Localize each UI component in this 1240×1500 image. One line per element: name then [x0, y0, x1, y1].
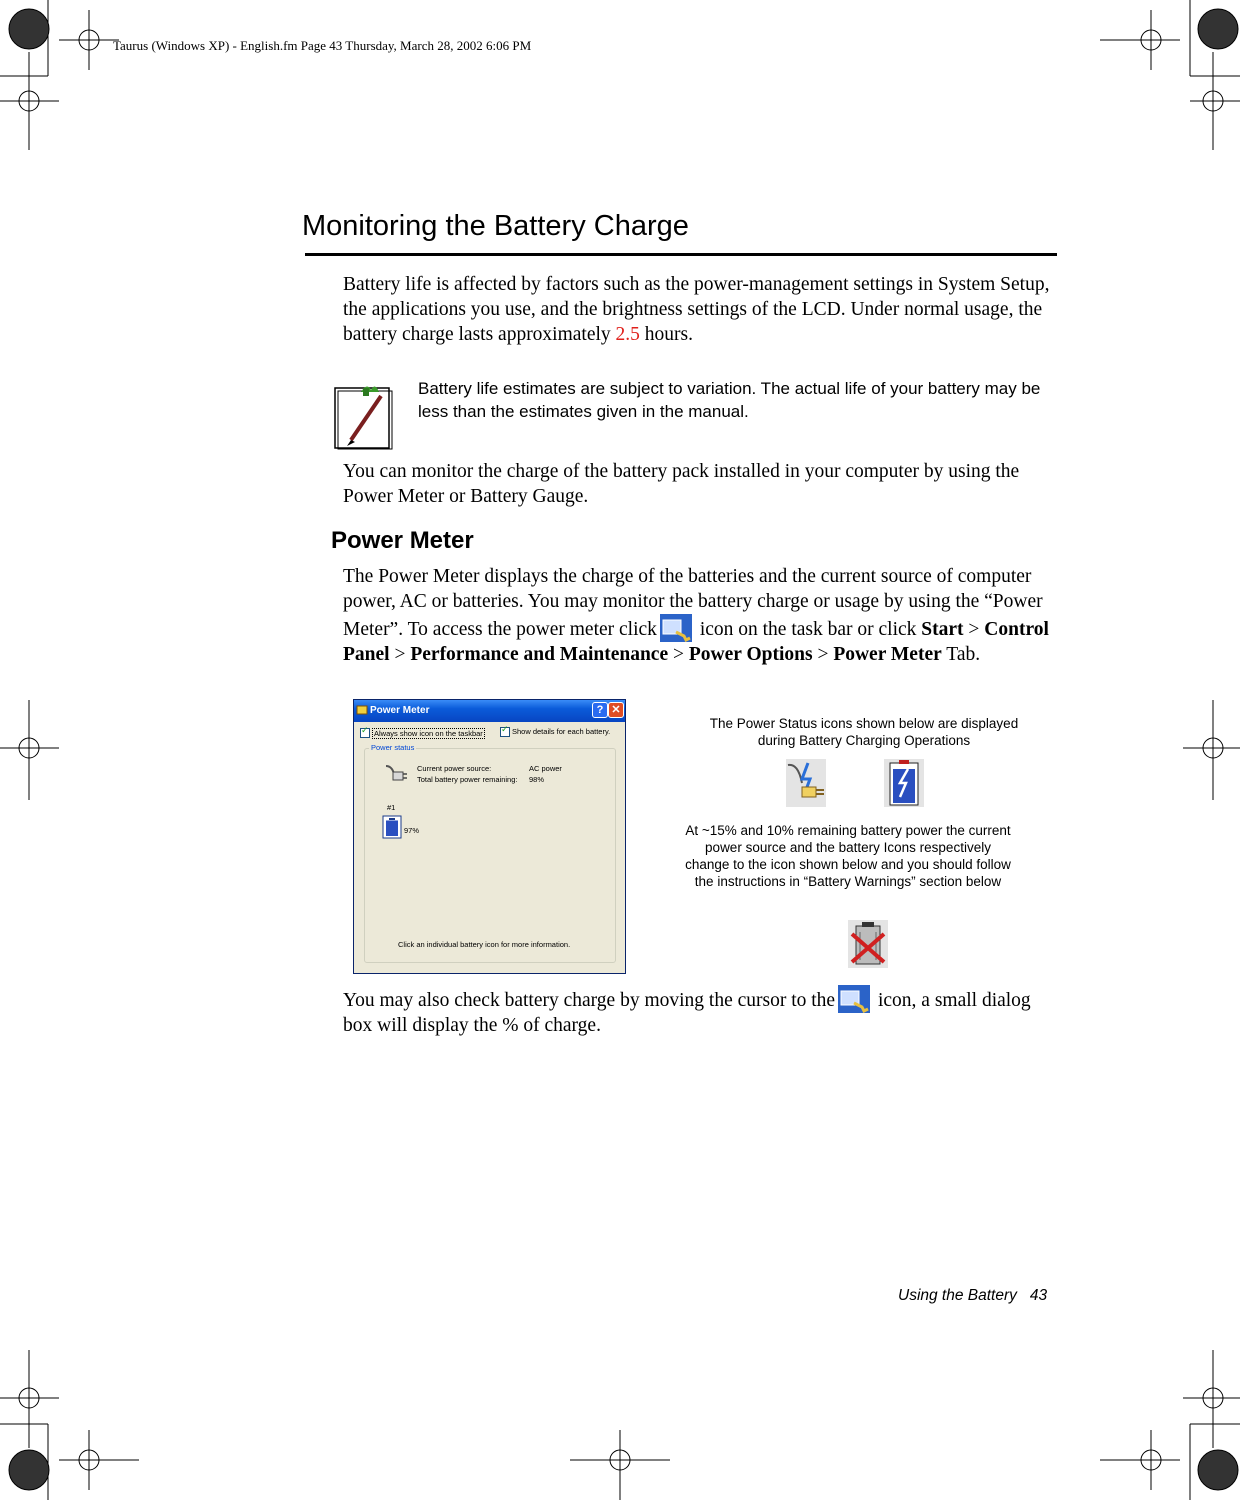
control-panel-ref: Control Panel [343, 619, 1049, 665]
charging-caption: The Power Status icons shown below are displayed during Battery Charging Operations [709, 716, 1019, 748]
power-meter-dialog [353, 699, 626, 974]
help-button[interactable]: ? [592, 702, 608, 718]
low-battery-caption: At ~15% and 10% remaining battery power the current power source and the battery Icons respectively change to the icon shown below and you should follow the instructions in “Battery Warnings” section below [685, 823, 1011, 889]
battery-number: #1 [387, 803, 396, 812]
power-options-ref: Power Options [688, 644, 813, 665]
battery-1-icon[interactable] [382, 815, 402, 839]
ac-plug-icon [384, 762, 408, 786]
power-meter-heading: Power Meter [331, 527, 474, 554]
separator: > [668, 644, 689, 665]
note-pencil-icon [333, 378, 395, 450]
close-button[interactable]: ✕ [608, 702, 624, 718]
intro-text-end: hours. [639, 324, 694, 345]
pm-text-mid: icon on the task bar or click [694, 619, 922, 640]
battery-1-percent: 97% [404, 826, 420, 835]
dialog-title: Power Meter [370, 705, 430, 716]
power-meter-taskbar-icon[interactable] [838, 985, 870, 1013]
performance-maintenance-ref: Performance and Maintenance [410, 644, 669, 665]
show-details-checkbox[interactable] [500, 727, 510, 737]
power-meter-tab-ref: Power Meter [833, 644, 942, 665]
start-menu-ref: Start [921, 619, 964, 640]
hover-paragraph [343, 985, 1059, 1038]
show-details-label[interactable]: Show details for each battery. [512, 727, 611, 736]
section-title: Monitoring the Battery Charge [302, 210, 689, 242]
charging-battery-icon [884, 759, 924, 807]
battery-app-icon [356, 704, 368, 716]
dialog-titlebar [354, 700, 625, 722]
page-number: 43 [1029, 1287, 1048, 1304]
monitor-paragraph: You can monitor the charge of the battery pack installed in your computer by using the Power Meter or Battery Gauge. [343, 461, 1020, 507]
separator: > [963, 619, 985, 640]
hover-text-end: icon, a small dialog box will display the % of charge. [343, 990, 1031, 1036]
file-info-header: Taurus (Windows XP) - English.fm Page 43 Thursday, March 28, 2002 6:06 PM [113, 38, 532, 53]
current-source-label: Current power source: [417, 764, 492, 773]
charging-plug-icon [786, 759, 826, 807]
footer-section-label: Using the Battery [898, 1287, 1017, 1304]
intro-paragraph [343, 272, 1059, 347]
always-show-checkbox[interactable] [360, 728, 370, 738]
battery-hours: 2.5 [615, 324, 640, 345]
hover-text-start: You may also check battery charge by moving the cursor to the [343, 990, 836, 1011]
intro-text: Battery life is affected by factors such as the power-management settings in System Setup, the applications you use, and the brightness settings of the LCD. Under normal usage, the battery charge lasts approximately [343, 274, 1050, 345]
power-meter-paragraph [343, 564, 1059, 667]
note-text: Battery life estimates are subject to variation. The actual life of your battery may be less than the estimates given in the manual. [418, 379, 1041, 421]
page-footer [898, 1287, 1047, 1305]
tab-suffix: Tab. [941, 644, 981, 665]
separator: > [812, 644, 834, 665]
dialog-footer-hint: Click an individual battery icon for more information. [398, 940, 571, 949]
pm-text-start: The Power Meter displays the charge of the batteries and the current source of computer power, AC or batteries. You may monitor the battery charge or usage by using the “Power Meter”. To access the power meter click [343, 566, 1043, 640]
power-status-group-title: Power status [371, 743, 415, 752]
total-remaining-label: Total battery power remaining: [417, 775, 518, 784]
current-source-value: AC power [529, 764, 562, 773]
title-rule [305, 253, 1057, 256]
separator: > [389, 644, 411, 665]
always-show-label[interactable]: Always show icon on the taskbar [374, 729, 483, 738]
total-remaining-value: 98% [529, 775, 545, 784]
low-battery-warning-icon [848, 920, 888, 968]
power-meter-taskbar-icon[interactable] [660, 614, 692, 642]
